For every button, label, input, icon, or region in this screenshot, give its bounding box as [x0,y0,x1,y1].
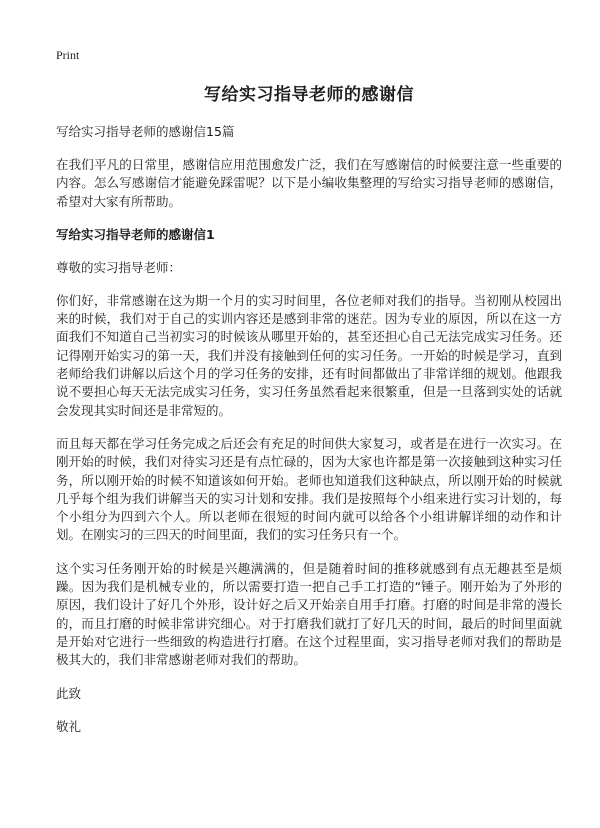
letter-salute: 敬礼 [56,718,82,734]
section-heading: 写给实习指导老师的感谢信1 [56,226,215,242]
letter-closing: 此致 [56,685,82,701]
page-title: 写给实习指导老师的感谢信 [204,85,414,105]
letter-paragraph: 你们好，非常感谢在这为期一个月的实习时间里，各位老师对我们的指导。当初刚从校园出来的时候，我们对于自己的实训内容还是感到非常的迷茫。因为专业的原因，所以在这一方面我们不知道自己当初实习的时候该从哪里开始的，甚至还担心自己无法完成实习任务。还记得刚开始实习的第一天，我们并没有接触到任何的实习任务。一开始的时候是学习，直到老师给我们讲解以后这个月的学习任务的安排，还有时间都做出了非常详细的规划。他跟我说不要担心每天无法完成实习任务，实习任务虽然看起来很繁重，但是一旦落到实处的话就会发现其实时间还是非常短的。 [56,292,562,418]
print-label[interactable]: Print [56,48,80,62]
intro-paragraph: 在我们平凡的日常里，感谢信应用范围愈发广泛，我们在写感谢信的时候要注意一些重要的内容。怎么写感谢信才能避免踩雷呢？以下是小编收集整理的写给实习指导老师的感谢信，希望对大家有所帮助。 [56,157,562,209]
letter-paragraph: 而且每天都在学习任务完成之后还会有充足的时间供大家复习，或者是在进行一次实习。在刚开始的时候，我们对待实习还是有点忙碌的，因为大家也许都是第一次接触到这种实习任务，所以刚开始的时候不知道该如何开始。老师也知道我们这种缺点，所以刚开始的时候就几乎每个组为我们讲解当天的实习计划和安排。我们是按照每个小组来进行实习计划的，每个小组分为四到六个人。所以老师在很短的时间内就可以给各个小组讲解详细的动作和计划。在刚实习的三四天的时间里面，我们的实习任务只有一个。 [56,435,562,543]
letter-paragraph: 这个实习任务刚开始的时候是兴趣满满的，但是随着时间的推移就感到有点无趣甚至是烦躁。因为我们是机械专业的，所以需要打造一把自己手工打造的“锤子。刚开始为了外形的原因，我们设计了好几个外形，设计好之后又开始亲自用手打磨。打磨的时间是非常的漫长的，而且打磨的时候非常讲究细心。对于打磨我们就打了好几天的时间，最后的时间里面就是开始对它进行一些细致的构造进行打磨。在这个过程里面，实习指导老师对我们的帮助是极其大的，我们非常感谢老师对我们的帮助。 [56,560,562,668]
letter-greeting: 尊敬的实习指导老师： [56,259,182,275]
document-subtitle: 写给实习指导老师的感谢信15篇 [56,124,235,139]
